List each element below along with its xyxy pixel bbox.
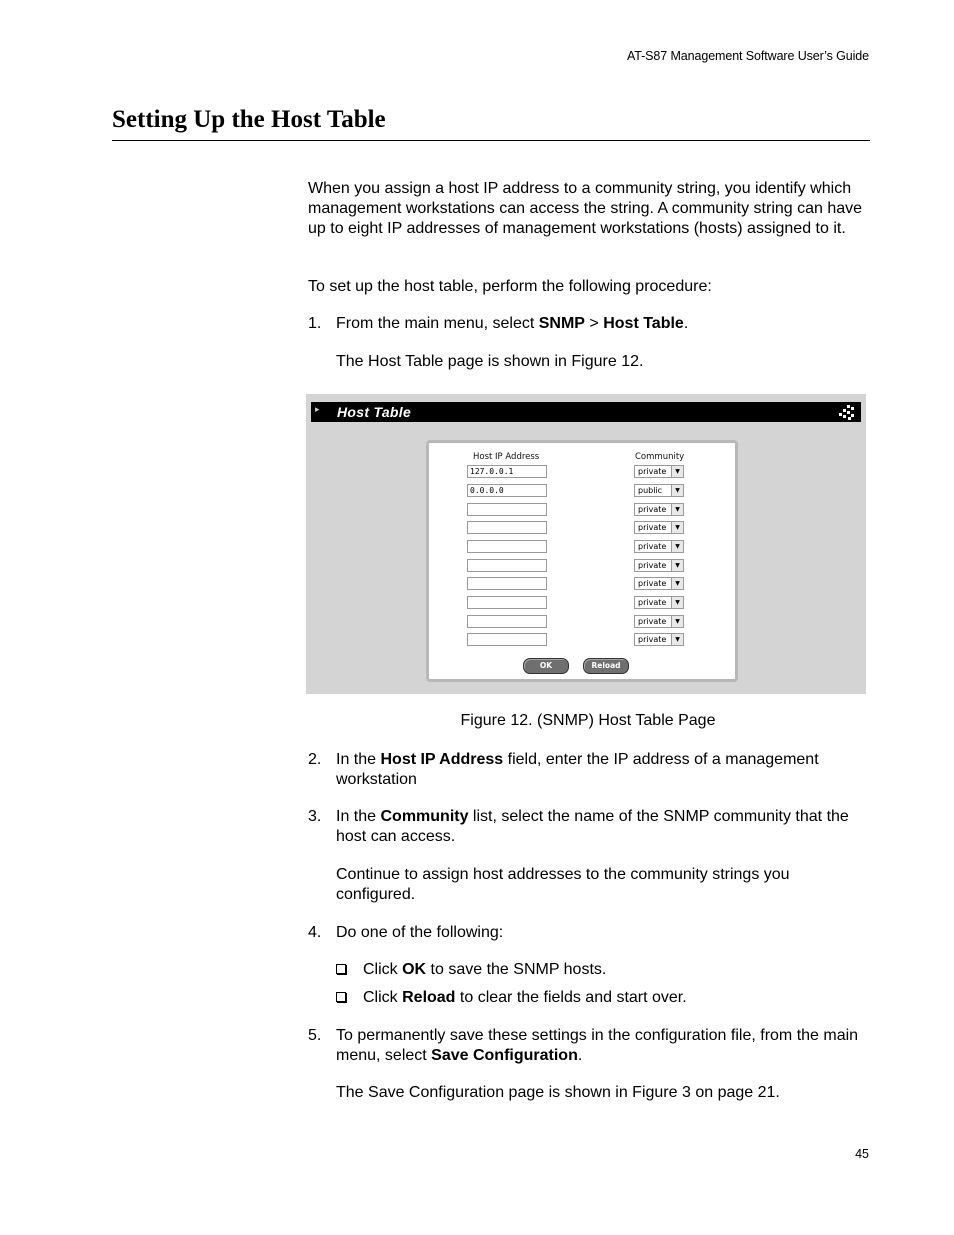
step-1 xyxy=(308,314,864,334)
step-text: list, select the name of the SNMP community that the host can access. xyxy=(336,808,849,845)
intro-paragraph: When you assign a host IP address to a community string, you identify which management workstations can access the string. A community string can have up to eight IP addresses of management workstations (hosts) assigned to it. xyxy=(308,180,863,237)
bullet-text: to clear the fields and start over. xyxy=(455,989,687,1006)
step-3-note: Continue to assign host addresses to the community strings you configured. xyxy=(336,866,790,903)
host-ip-input[interactable]: 127.0.0.1 xyxy=(467,465,547,478)
step-text: . xyxy=(683,315,689,332)
step-5 xyxy=(308,1026,864,1066)
chevron-down-icon[interactable]: ▼ xyxy=(671,541,683,552)
vendor-logo-icon xyxy=(837,403,857,421)
figure-caption: Figure 12. (SNMP) Host Table Page xyxy=(460,712,716,729)
reload-button[interactable]: Reload xyxy=(583,658,629,674)
menu-host-table: Host Table xyxy=(603,315,684,332)
host-ip-input[interactable] xyxy=(467,540,547,553)
chevron-down-icon[interactable]: ▼ xyxy=(671,597,683,608)
community-select[interactable] xyxy=(634,596,684,609)
community-select[interactable] xyxy=(634,633,684,646)
procedure-intro: To set up the host table, perform the following procedure: xyxy=(308,278,712,295)
chevron-down-icon[interactable]: ▼ xyxy=(671,616,683,627)
community-select[interactable] xyxy=(634,615,684,628)
step-number: 2. xyxy=(308,751,322,768)
step-text: Do one of the following: xyxy=(336,924,504,941)
community-select[interactable] xyxy=(634,484,684,497)
button-name: Reload xyxy=(402,989,456,1006)
step-text: In the xyxy=(336,808,381,825)
step-3 xyxy=(308,807,864,847)
community-select-value: private xyxy=(638,523,667,532)
step-text: . xyxy=(577,1047,583,1064)
community-select[interactable] xyxy=(634,540,684,553)
host-ip-input[interactable] xyxy=(467,615,547,628)
bullet-text: to save the SNMP hosts. xyxy=(426,961,607,978)
host-ip-input[interactable] xyxy=(467,596,547,609)
checkbox-bullet-icon xyxy=(336,964,346,974)
step-4 xyxy=(308,923,864,943)
ok-button[interactable]: OK xyxy=(523,658,569,674)
community-select[interactable] xyxy=(634,503,684,516)
window-titlebar xyxy=(311,402,861,422)
host-table-screenshot xyxy=(306,394,866,694)
community-select-value: private xyxy=(638,542,667,551)
host-ip-input[interactable] xyxy=(467,577,547,590)
chevron-down-icon[interactable]: ▼ xyxy=(671,485,683,496)
menu-save-configuration: Save Configuration xyxy=(431,1047,578,1064)
step-2 xyxy=(308,750,864,790)
step-text: field, enter the IP address of a management workstation xyxy=(336,751,819,788)
field-name: Host IP Address xyxy=(380,751,504,768)
community-select-value: private xyxy=(638,467,667,476)
field-name: Community xyxy=(380,808,469,825)
host-ip-input[interactable] xyxy=(467,521,547,534)
host-ip-input[interactable] xyxy=(467,633,547,646)
running-header: AT-S87 Management Software User’s Guide xyxy=(626,49,869,63)
column-header-ip: Host IP Address xyxy=(473,452,540,462)
bullet-reload xyxy=(336,988,687,1008)
step-number: 1. xyxy=(308,315,322,332)
chevron-down-icon[interactable]: ▼ xyxy=(671,504,683,515)
button-name: OK xyxy=(402,961,427,978)
community-select[interactable] xyxy=(634,577,684,590)
host-ip-input[interactable] xyxy=(467,503,547,516)
chevron-down-icon[interactable]: ▼ xyxy=(671,560,683,571)
column-header-community: Community xyxy=(635,452,685,462)
community-select-value: public xyxy=(638,486,663,495)
community-select[interactable] xyxy=(634,465,684,478)
community-select-value: private xyxy=(638,617,667,626)
community-select[interactable] xyxy=(634,521,684,534)
host-ip-input[interactable]: 0.0.0.0 xyxy=(467,484,547,497)
chevron-down-icon[interactable]: ▼ xyxy=(671,466,683,477)
step-text: To permanently save these settings in the configuration file, from the main menu, select xyxy=(336,1027,859,1064)
window-title: Host Table xyxy=(337,404,412,420)
step-1-note: The Host Table page is shown in Figure 12. xyxy=(336,353,644,370)
community-select-value: private xyxy=(638,579,667,588)
chevron-down-icon[interactable]: ▼ xyxy=(671,578,683,589)
page-number: 45 xyxy=(855,1147,869,1161)
host-table-panel xyxy=(426,440,738,682)
bullet-text: Click xyxy=(363,989,403,1006)
checkbox-bullet-icon xyxy=(336,992,346,1002)
host-ip-input[interactable] xyxy=(467,559,547,572)
step-text: > xyxy=(584,315,604,332)
step-number: 5. xyxy=(308,1027,322,1044)
step-5-note: The Save Configuration page is shown in Figure 3 on page 21. xyxy=(336,1084,780,1101)
menu-snmp: SNMP xyxy=(538,315,585,332)
community-select[interactable] xyxy=(634,559,684,572)
chevron-down-icon[interactable]: ▼ xyxy=(671,634,683,645)
community-select-value: private xyxy=(638,505,667,514)
bullet-text: Click xyxy=(363,961,403,978)
title-rule xyxy=(112,140,870,141)
community-select-value: private xyxy=(638,635,667,644)
step-text: From the main menu, select xyxy=(336,315,539,332)
community-select-value: private xyxy=(638,598,667,607)
section-title: Setting Up the Host Table xyxy=(112,106,386,133)
step-text: In the xyxy=(336,751,381,768)
step-number: 4. xyxy=(308,924,322,941)
step-number: 3. xyxy=(308,808,322,825)
chevron-down-icon[interactable]: ▼ xyxy=(671,522,683,533)
community-select-value: private xyxy=(638,561,667,570)
collapse-arrow-icon: ▸ xyxy=(315,405,320,415)
bullet-ok xyxy=(336,960,606,980)
